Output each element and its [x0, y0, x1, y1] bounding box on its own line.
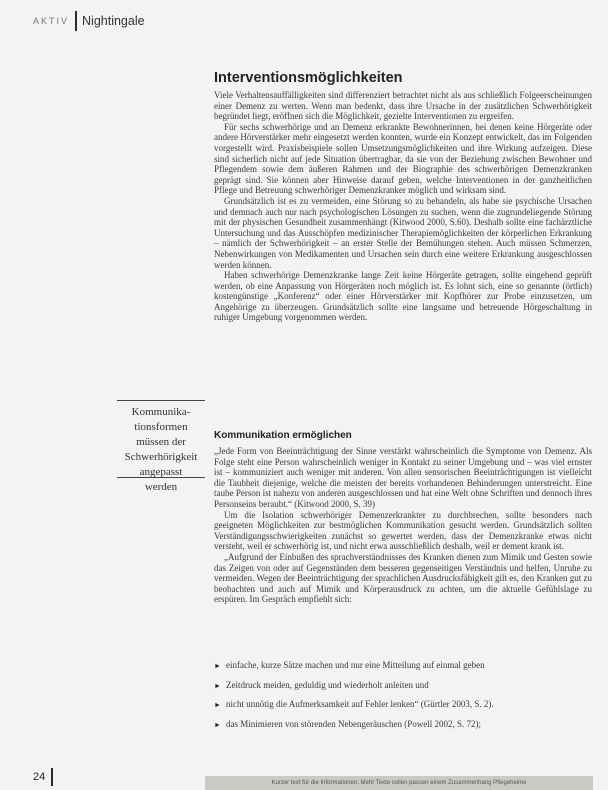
- bullet-arrow-icon: ►: [214, 681, 221, 690]
- margin-note-line: tionsformen: [134, 421, 188, 433]
- bullet-list: [214, 660, 592, 738]
- margin-note: [117, 400, 205, 493]
- intro-text: [214, 90, 592, 323]
- running-header: [33, 10, 145, 32]
- brand-name: Nightingale: [82, 14, 145, 28]
- section-title: Interventionsmöglichkeiten: [214, 70, 403, 86]
- list-item: ► einfache, kurze Sätze machen und nur eine Mitteilung auf einmal geben: [214, 660, 485, 670]
- margin-note-line: Schwerhörigkeit: [124, 451, 198, 463]
- margin-note-line: Kommunika-: [131, 406, 191, 418]
- paragraph: Haben schwerhörige Demenzkranke lange Zeit keine Hörgeräte getragen, sollte eingehend geprüft werden, ob eine Anpassung von Hörgeräten noch möglich ist. Es lohnt sich, eine so genannte (örtlich) kostengünstige „Konferenz“ oder einer Hörverstärker mit Kopfhörer zur Probe einzusetzen, um Angehörige zu überzeugen. Grundsätzlich sollte eine langsame und betreuende Hörgeschaltung in ruhiger Umgebung vorgenommen werden.: [214, 270, 592, 323]
- bullet-arrow-icon: ►: [214, 701, 221, 710]
- paragraph: „Aufgrund der Einbußen des sprachverständnisses des Kranken dienen zum Mimik und Gesten sowie das Zeigen von oder auf Gegenständen dem besseren gegenseitigen Verständnis und helfen, Unruhe zu vermeiden. Wegen der Beeinträchtigung der sprachlichen Ausdrucksfähigkeit gilt es, den Kranken gut zu beobachten und auch auf Mimik und Körperausdruck zu achten, um die aktuelle Gefühlslage zu erspüren. Im Gespräch empfiehlt sich:: [214, 551, 592, 605]
- page-number-divider: [51, 768, 53, 786]
- margin-note-line: angepasst: [139, 466, 183, 478]
- list-item: ► Zeitdruck meiden, geduldig und wiederholt anleiten und: [214, 679, 429, 690]
- paragraph: Um die Isolation schwerhöriger Demenzerkrankter zu durchbrechen, sollte besonders nach geeigneten Möglichkeiten zur bestmöglichen Kommunikation gesucht werden. Grundsätzlich sollten Verständigungsschwierigkeiten zunächst so gewertet werden, dass der Demenzkranke etwas nicht versteht, weil er schwerhörig ist, und nicht erwa ausschließlich deshalb, weil er dement krank ist.: [214, 509, 592, 552]
- footer-strip: Kurzer text für die Informationen. Mehr Texte sollen passen einem Zusammenhang Pflegeheime: [205, 776, 593, 790]
- list-item: ► nicht unnötig die Aufmerksamkeit auf Fehler lenken“ (Gürtler 2003, S. 2).: [214, 699, 494, 710]
- page-number: 24: [33, 768, 53, 786]
- bullet-arrow-icon: ►: [214, 720, 221, 729]
- paragraph: Viele Verhaltensauffälligkeiten sind differenziert betrachtet nicht als aus schließlich Folgeerscheinungen einer Demenz zu werten. Wenn man bedenkt, dass ihre Ursache in der zusätzlichen Schwerhörigkeit begründet liegt, eröffnen sich die Möglichkeit, gezielte Interventionen zu ergreifen.: [214, 90, 592, 122]
- list-item: ► das Minimieren von störenden Nebengeräuschen (Powell 2002, S. 72);: [214, 718, 481, 729]
- bullet-arrow-icon: ►: [214, 662, 221, 670]
- margin-note-line: werden: [144, 481, 178, 493]
- paragraph: „Jede Form von Beeinträchtigung der Sinne verstärkt wahrscheinlich die Symptome von Demenz. Als Folge steht eine Person wahrscheinlich weniger in Kontakt zu seiner Umgebung und – was viel ernster ist – kommuniziert auch weniger mit anderen. Von allen sensorischen Beeinträchtigungen ist vielleicht die Taubheit diejenige, welche die meisten der bereits vorhandenen Behinderungen unterstreicht. Eine taube Person ist nahezu von anderen ausgeschlossen und hat eine Welt ohne Schriften und dennoch ihres Personseins beraubt.“ (Kitwood 2000, S. 39): [214, 446, 592, 509]
- paragraph: Für sechs schwerhörige und an Demenz erkrankte Bewohnerinnen, bei denen keine Hörgeräte oder andere Hörverstärker mehr eingesetzt werden konnten, wurde ein Konzept entwickelt, das im Folgenden vorgestellt wird. Praxisbeispiele sollen Umsetzungsmöglichkeiten und ihre Wirkung aufzeigen. Diese sind sicherlich nicht auf jede Situation übertragbar, da sie von der Beziehung zwischen Bewohner und Pflegendem sowie dem äußeren Rahmen und der Biographie des schwerhörigen Demenzkranken geprägt sind. Sie können aber Hinweise darauf geben, welche Interventionen in der ganzheitlichen Pflege und Betreuung schwerhöriger Demenzkranker möglich und wirksam sind.: [214, 121, 592, 196]
- paragraph: Grundsätzlich ist es zu vermeiden, eine Störung so zu behandeln, als habe sie psychische Ursachen und demnach auch nur nach psychologischen Lösungen zu suchen, wenn die zugrundeliegende Störung mit der physischen Gesundheit zusammenhängt (Kitwood 2000, S.60). Deshalb sollte eine fachärztliche Untersuchung und das Ausschöpfen medizinischer Therapiemöglichkeiten der körperlichen Erkrankung – nämlich der Schwerhörigkeit – an erster Stelle der Bemühungen stehen. Auch müssen Schmerzen, Nebenwirkungen von Medikamenten und Ursachen sein durch eine weitere Erkrankung ausgeschlossen werden können.: [214, 195, 592, 270]
- subsection-title: Kommunikation ermöglichen: [214, 430, 352, 441]
- subsection-text: [214, 446, 592, 605]
- margin-note-line: müssen der: [136, 436, 186, 448]
- header-divider: [75, 11, 77, 31]
- series-label: AKTIV: [33, 16, 70, 26]
